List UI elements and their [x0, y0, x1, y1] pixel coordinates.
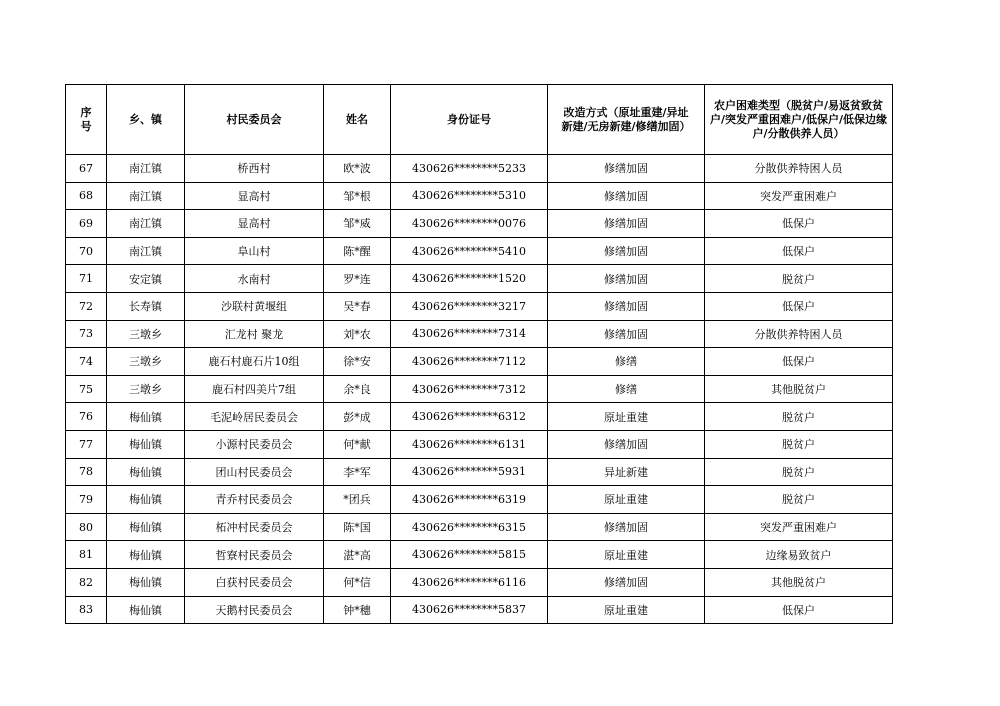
table-row	[66, 155, 893, 183]
cell-name: 刘*农	[324, 320, 391, 348]
cell-seq: 67	[66, 155, 107, 183]
cell-method: 修缮加固	[548, 237, 705, 265]
cell-type: 其他脱贫户	[705, 568, 893, 596]
cell-type: 低保户	[705, 348, 893, 376]
cell-town: 三墩乡	[107, 320, 185, 348]
table-row	[66, 375, 893, 403]
cell-id: 430626********0076	[391, 210, 548, 238]
cell-type: 脱贫户	[705, 458, 893, 486]
cell-committee: 毛泥岭居民委员会	[185, 403, 324, 431]
cell-town: 梅仙镇	[107, 458, 185, 486]
cell-committee: 鹿石村四美片7组	[185, 375, 324, 403]
cell-id: 430626********5931	[391, 458, 548, 486]
cell-name: 罗*连	[324, 265, 391, 293]
cell-method: 修缮加固	[548, 320, 705, 348]
cell-committee: 桥西村	[185, 155, 324, 183]
cell-committee: 青乔村民委员会	[185, 486, 324, 514]
cell-method: 原址重建	[548, 486, 705, 514]
cell-town: 梅仙镇	[107, 513, 185, 541]
table-row	[66, 320, 893, 348]
cell-id: 430626********7314	[391, 320, 548, 348]
cell-name: 何*献	[324, 430, 391, 458]
cell-type: 脱贫户	[705, 265, 893, 293]
table-row	[66, 458, 893, 486]
table-row	[66, 541, 893, 569]
cell-town: 安定镇	[107, 265, 185, 293]
cell-town: 南江镇	[107, 155, 185, 183]
cell-seq: 72	[66, 292, 107, 320]
cell-committee: 团山村民委员会	[185, 458, 324, 486]
header-id: 身份证号	[391, 85, 548, 155]
header-row	[66, 85, 893, 155]
cell-town: 梅仙镇	[107, 568, 185, 596]
cell-committee: 天鹅村民委员会	[185, 596, 324, 624]
table-row	[66, 265, 893, 293]
cell-seq: 73	[66, 320, 107, 348]
table-row	[66, 513, 893, 541]
cell-seq: 75	[66, 375, 107, 403]
header-town: 乡、镇	[107, 85, 185, 155]
cell-type: 低保户	[705, 210, 893, 238]
cell-name: 吴*春	[324, 292, 391, 320]
cell-committee: 白获村民委员会	[185, 568, 324, 596]
cell-committee: 沙联村黄堰组	[185, 292, 324, 320]
cell-type: 分散供养特困人员	[705, 155, 893, 183]
cell-name: 陈*国	[324, 513, 391, 541]
cell-town: 梅仙镇	[107, 596, 185, 624]
header-name: 姓名	[324, 85, 391, 155]
cell-id: 430626********6131	[391, 430, 548, 458]
cell-id: 430626********5233	[391, 155, 548, 183]
cell-committee: 阜山村	[185, 237, 324, 265]
cell-method: 原址重建	[548, 596, 705, 624]
cell-name: 余*良	[324, 375, 391, 403]
cell-committee: 小源村民委员会	[185, 430, 324, 458]
cell-seq: 70	[66, 237, 107, 265]
cell-seq: 79	[66, 486, 107, 514]
cell-method: 修缮加固	[548, 155, 705, 183]
cell-id: 430626********7112	[391, 348, 548, 376]
cell-name: *团兵	[324, 486, 391, 514]
cell-method: 修缮	[548, 348, 705, 376]
cell-town: 长寿镇	[107, 292, 185, 320]
cell-method: 修缮加固	[548, 568, 705, 596]
cell-type: 脱贫户	[705, 430, 893, 458]
cell-id: 430626********1520	[391, 265, 548, 293]
cell-id: 430626********6319	[391, 486, 548, 514]
cell-seq: 76	[66, 403, 107, 431]
cell-method: 修缮加固	[548, 292, 705, 320]
cell-seq: 83	[66, 596, 107, 624]
cell-town: 南江镇	[107, 237, 185, 265]
cell-seq: 78	[66, 458, 107, 486]
cell-name: 陈*醒	[324, 237, 391, 265]
cell-type: 其他脱贫户	[705, 375, 893, 403]
cell-type: 突发严重困难户	[705, 182, 893, 210]
cell-name: 徐*安	[324, 348, 391, 376]
table-row	[66, 430, 893, 458]
cell-type: 突发严重困难户	[705, 513, 893, 541]
cell-type: 边缘易致贫户	[705, 541, 893, 569]
cell-committee: 哲寮村民委员会	[185, 541, 324, 569]
cell-type: 脱贫户	[705, 486, 893, 514]
cell-committee: 鹿石村鹿石片10组	[185, 348, 324, 376]
cell-name: 欧*波	[324, 155, 391, 183]
cell-id: 430626********7312	[391, 375, 548, 403]
table-row	[66, 348, 893, 376]
cell-type: 脱贫户	[705, 403, 893, 431]
cell-seq: 80	[66, 513, 107, 541]
cell-committee: 柘冲村民委员会	[185, 513, 324, 541]
cell-town: 南江镇	[107, 182, 185, 210]
cell-type: 低保户	[705, 237, 893, 265]
cell-method: 修缮加固	[548, 210, 705, 238]
cell-committee: 汇龙村 聚龙	[185, 320, 324, 348]
cell-id: 430626********6312	[391, 403, 548, 431]
cell-seq: 81	[66, 541, 107, 569]
cell-id: 430626********3217	[391, 292, 548, 320]
cell-type: 低保户	[705, 292, 893, 320]
cell-seq: 68	[66, 182, 107, 210]
table-row	[66, 210, 893, 238]
cell-id: 430626********5410	[391, 237, 548, 265]
cell-method: 修缮加固	[548, 513, 705, 541]
cell-town: 三墩乡	[107, 375, 185, 403]
cell-method: 修缮加固	[548, 430, 705, 458]
cell-id: 430626********6315	[391, 513, 548, 541]
cell-seq: 74	[66, 348, 107, 376]
cell-seq: 71	[66, 265, 107, 293]
table-row	[66, 486, 893, 514]
cell-id: 430626********5815	[391, 541, 548, 569]
cell-method: 修缮	[548, 375, 705, 403]
cell-seq: 77	[66, 430, 107, 458]
header-method: 改造方式（原址重建/异址新建/无房新建/修缮加固）	[548, 85, 705, 155]
cell-seq: 69	[66, 210, 107, 238]
cell-method: 异址新建	[548, 458, 705, 486]
header-committee: 村民委员会	[185, 85, 324, 155]
cell-name: 湛*高	[324, 541, 391, 569]
cell-town: 梅仙镇	[107, 486, 185, 514]
cell-method: 修缮加固	[548, 265, 705, 293]
header-seq: 序号	[66, 85, 107, 155]
cell-method: 原址重建	[548, 403, 705, 431]
cell-town: 南江镇	[107, 210, 185, 238]
cell-name: 钟*穗	[324, 596, 391, 624]
cell-name: 彭*成	[324, 403, 391, 431]
cell-committee: 显高村	[185, 210, 324, 238]
cell-committee: 显高村	[185, 182, 324, 210]
table-row	[66, 568, 893, 596]
cell-committee: 水南村	[185, 265, 324, 293]
cell-name: 何*信	[324, 568, 391, 596]
cell-type: 低保户	[705, 596, 893, 624]
cell-town: 梅仙镇	[107, 430, 185, 458]
table-row	[66, 182, 893, 210]
cell-type: 分散供养特困人员	[705, 320, 893, 348]
cell-name: 邹*威	[324, 210, 391, 238]
cell-id: 430626********5310	[391, 182, 548, 210]
table-row	[66, 237, 893, 265]
cell-town: 三墩乡	[107, 348, 185, 376]
table-body	[66, 155, 893, 624]
cell-seq: 82	[66, 568, 107, 596]
table-row	[66, 292, 893, 320]
cell-name: 李*军	[324, 458, 391, 486]
cell-method: 原址重建	[548, 541, 705, 569]
household-table	[65, 84, 893, 624]
cell-id: 430626********6116	[391, 568, 548, 596]
header-type: 农户困难类型（脱贫户/易返贫致贫户/突发严重困难户/低保户/低保边缘户/分散供养人员）	[705, 85, 893, 155]
table-row	[66, 596, 893, 624]
cell-town: 梅仙镇	[107, 541, 185, 569]
cell-town: 梅仙镇	[107, 403, 185, 431]
cell-id: 430626********5837	[391, 596, 548, 624]
table-row	[66, 403, 893, 431]
cell-method: 修缮加固	[548, 182, 705, 210]
cell-name: 邹*根	[324, 182, 391, 210]
